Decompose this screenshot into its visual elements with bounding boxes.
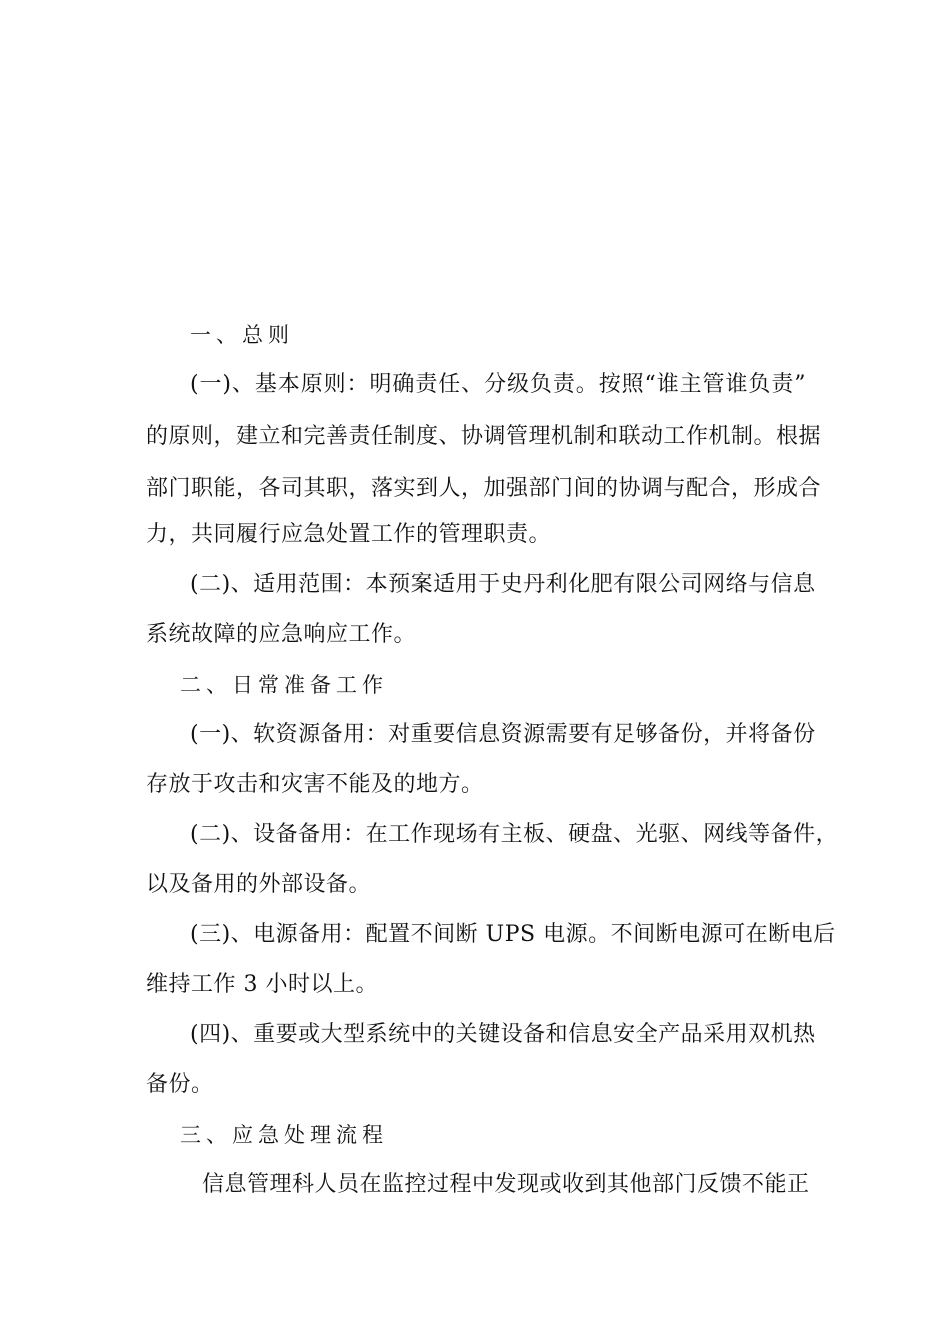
paragraph-scope-line-1: (二)、适用范围：本预案适用于史丹利化肥有限公司网络与信息	[190, 572, 816, 597]
paragraph-basic-principle-line-4: 力，共同履行应急处置工作的管理职责。	[146, 522, 552, 547]
paragraph-soft-resource-line-1: (一)、软资源备用：对重要信息资源需要有足够备份，并将备份	[190, 722, 816, 747]
paragraph-equipment-backup-line-2: 以及备用的外部设备。	[146, 872, 372, 897]
paragraph-dual-backup-line-2: 备份。	[146, 1072, 214, 1097]
paragraph-basic-principle-line-3: 部门职能，各司其职，落实到人，加强部门间的协调与配合，形成合	[146, 476, 822, 501]
paragraph-power-backup-line-1: (三)、电源备用：配置不间断 UPS 电源。不间断电源可在断电后	[190, 922, 836, 947]
paragraph-basic-principle-line-1: (一)、基本原则：明确责任、分级负责。按照“谁主管谁负责”	[190, 372, 806, 397]
paragraph-emergency-process-line-1: 信息管理科人员在监控过程中发现或收到其他部门反馈不能正	[202, 1172, 810, 1197]
section-heading-general: 一、总则	[190, 323, 294, 347]
paragraph-scope-line-2: 系统故障的应急响应工作。	[146, 622, 417, 647]
paragraph-power-backup-line-2: 维持工作 3 小时以上。	[146, 972, 378, 997]
paragraph-dual-backup-line-1: (四)、重要或大型系统中的关键设备和信息安全产品采用双机热	[190, 1022, 816, 1047]
paragraph-basic-principle-line-2: 的原则，建立和完善责任制度、协调管理机制和联动工作机制。根据	[146, 424, 822, 449]
paragraph-soft-resource-line-2: 存放于攻击和灾害不能及的地方。	[146, 772, 484, 797]
paragraph-equipment-backup-line-1: (二)、设备备用：在工作现场有主板、硬盘、光驱、网线等备件，	[190, 822, 839, 847]
section-heading-emergency-process: 三、应急处理流程	[180, 1123, 388, 1147]
section-heading-daily-preparation: 二、日常准备工作	[180, 673, 388, 697]
